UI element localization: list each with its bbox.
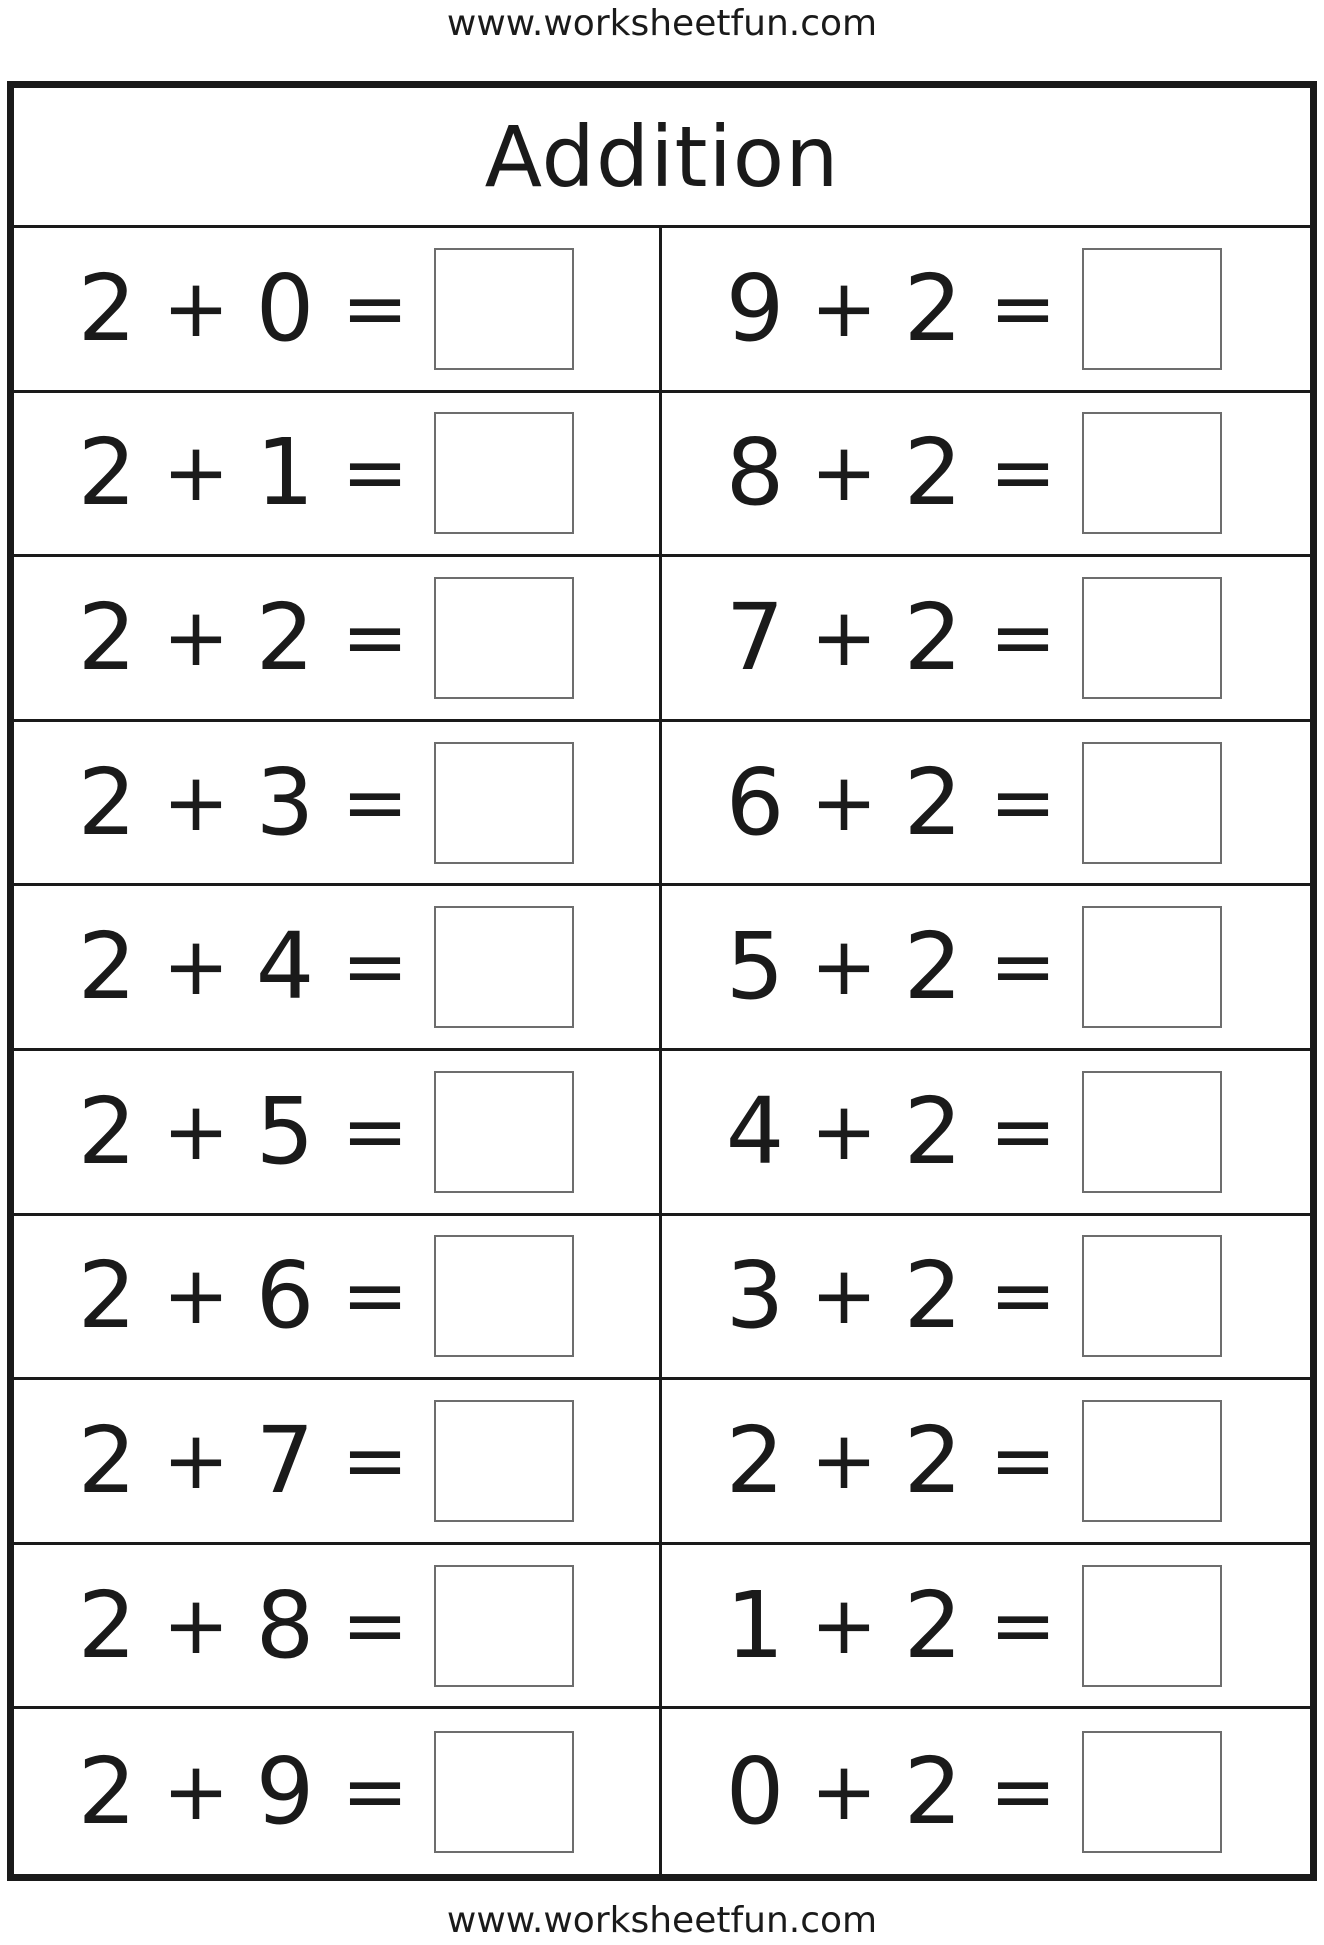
- answer-box[interactable]: [1082, 248, 1222, 370]
- addend-first: 2: [77, 1737, 137, 1845]
- problem-row: [14, 1545, 1310, 1710]
- addend-second: 2: [903, 913, 963, 1021]
- problem-cell-right: [662, 1051, 1310, 1213]
- equals-sign: =: [989, 1744, 1057, 1838]
- answer-box[interactable]: [434, 1565, 574, 1687]
- addend-second: 1: [255, 419, 315, 527]
- answer-box[interactable]: [434, 742, 574, 864]
- problem-cell-right: [662, 393, 1310, 555]
- worksheet-title: Addition: [484, 107, 840, 206]
- addend-first: 2: [77, 1406, 137, 1514]
- addend-first: 5: [725, 913, 785, 1021]
- problem-cell-right: [662, 1380, 1310, 1542]
- plus-sign: +: [162, 426, 230, 520]
- addend-first: 0: [725, 1737, 785, 1845]
- problem-row: [14, 1216, 1310, 1381]
- equals-sign: =: [989, 590, 1057, 684]
- problem-cell-right: [662, 722, 1310, 884]
- problem-cell-left: [14, 886, 662, 1048]
- problem-row: [14, 886, 1310, 1051]
- plus-sign: +: [162, 755, 230, 849]
- equals-sign: =: [989, 1413, 1057, 1507]
- problem-cell-left: [14, 393, 662, 555]
- answer-box[interactable]: [434, 248, 574, 370]
- problem-cell-right: [662, 228, 1310, 390]
- addend-second: 8: [255, 1571, 315, 1679]
- answer-box[interactable]: [434, 412, 574, 534]
- answer-box[interactable]: [1082, 1400, 1222, 1522]
- addend-first: 4: [725, 1077, 785, 1185]
- problem-cell-left: [14, 228, 662, 390]
- addend-first: 9: [725, 254, 785, 362]
- problem-grid: [14, 228, 1310, 1874]
- answer-box[interactable]: [1082, 1071, 1222, 1193]
- problem-cell-left: [14, 722, 662, 884]
- equals-sign: =: [341, 1249, 409, 1343]
- addend-first: 6: [725, 748, 785, 856]
- plus-sign: +: [162, 1413, 230, 1507]
- addend-first: 7: [725, 583, 785, 691]
- addend-second: 0: [255, 254, 315, 362]
- equals-sign: =: [341, 261, 409, 355]
- addend-first: 2: [725, 1406, 785, 1514]
- answer-box[interactable]: [1082, 412, 1222, 534]
- problem-cell-right: [662, 1216, 1310, 1378]
- answer-box[interactable]: [1082, 1565, 1222, 1687]
- plus-sign: +: [810, 261, 878, 355]
- answer-box[interactable]: [434, 1400, 574, 1522]
- problem-row: [14, 1380, 1310, 1545]
- answer-box[interactable]: [434, 577, 574, 699]
- plus-sign: +: [810, 1744, 878, 1838]
- addend-second: 3: [255, 748, 315, 856]
- answer-box[interactable]: [434, 1235, 574, 1357]
- addend-second: 2: [903, 748, 963, 856]
- answer-box[interactable]: [1082, 577, 1222, 699]
- equals-sign: =: [341, 1413, 409, 1507]
- problem-cell-left: [14, 1380, 662, 1542]
- problem-cell-left: [14, 1545, 662, 1707]
- answer-box[interactable]: [1082, 1731, 1222, 1853]
- plus-sign: +: [810, 920, 878, 1014]
- addend-first: 2: [77, 1571, 137, 1679]
- equals-sign: =: [989, 755, 1057, 849]
- plus-sign: +: [162, 1084, 230, 1178]
- problem-row: [14, 557, 1310, 722]
- plus-sign: +: [810, 1084, 878, 1178]
- plus-sign: +: [810, 590, 878, 684]
- answer-box[interactable]: [434, 1731, 574, 1853]
- equals-sign: =: [989, 920, 1057, 1014]
- addend-first: 2: [77, 419, 137, 527]
- addend-second: 5: [255, 1077, 315, 1185]
- addend-first: 2: [77, 913, 137, 1021]
- addend-second: 2: [903, 583, 963, 691]
- problem-row: [14, 393, 1310, 558]
- answer-box[interactable]: [434, 906, 574, 1028]
- equals-sign: =: [341, 1744, 409, 1838]
- equals-sign: =: [341, 920, 409, 1014]
- addend-first: 2: [77, 1077, 137, 1185]
- problem-cell-left: [14, 1216, 662, 1378]
- addend-first: 2: [77, 583, 137, 691]
- plus-sign: +: [810, 426, 878, 520]
- plus-sign: +: [162, 1744, 230, 1838]
- answer-box[interactable]: [1082, 1235, 1222, 1357]
- addend-second: 2: [903, 1077, 963, 1185]
- equals-sign: =: [989, 426, 1057, 520]
- equals-sign: =: [341, 426, 409, 520]
- worksheet: [7, 81, 1317, 1881]
- addend-second: 6: [255, 1242, 315, 1350]
- site-url-bottom: www.worksheetfun.com: [446, 1900, 878, 1941]
- problem-row: [14, 228, 1310, 393]
- answer-box[interactable]: [1082, 742, 1222, 864]
- equals-sign: =: [989, 1578, 1057, 1672]
- problem-row: [14, 1051, 1310, 1216]
- problem-cell-left: [14, 1051, 662, 1213]
- addend-first: 2: [77, 748, 137, 856]
- plus-sign: +: [810, 1413, 878, 1507]
- addend-second: 4: [255, 913, 315, 1021]
- answer-box[interactable]: [1082, 906, 1222, 1028]
- addend-first: 2: [77, 254, 137, 362]
- problem-cell-left: [14, 557, 662, 719]
- equals-sign: =: [989, 261, 1057, 355]
- addend-second: 2: [903, 1737, 963, 1845]
- addend-first: 3: [725, 1242, 785, 1350]
- problem-cell-left: [14, 1709, 662, 1874]
- addend-first: 8: [725, 419, 785, 527]
- addend-first: 2: [77, 1242, 137, 1350]
- addend-second: 7: [255, 1406, 315, 1514]
- plus-sign: +: [162, 1249, 230, 1343]
- problem-row: [14, 1709, 1310, 1874]
- equals-sign: =: [989, 1084, 1057, 1178]
- addend-second: 2: [903, 1571, 963, 1679]
- plus-sign: +: [162, 920, 230, 1014]
- equals-sign: =: [341, 755, 409, 849]
- addend-second: 9: [255, 1737, 315, 1845]
- addend-second: 2: [903, 1242, 963, 1350]
- addend-second: 2: [903, 1406, 963, 1514]
- plus-sign: +: [162, 261, 230, 355]
- title-row: [14, 88, 1310, 228]
- addend-second: 2: [903, 419, 963, 527]
- equals-sign: =: [341, 1578, 409, 1672]
- problem-cell-right: [662, 886, 1310, 1048]
- addend-first: 1: [725, 1571, 785, 1679]
- plus-sign: +: [810, 1249, 878, 1343]
- equals-sign: =: [989, 1249, 1057, 1343]
- problem-cell-right: [662, 1545, 1310, 1707]
- plus-sign: +: [162, 590, 230, 684]
- equals-sign: =: [341, 590, 409, 684]
- addend-second: 2: [255, 583, 315, 691]
- plus-sign: +: [162, 1578, 230, 1672]
- problem-row: [14, 722, 1310, 887]
- problem-cell-right: [662, 1709, 1310, 1874]
- plus-sign: +: [810, 1578, 878, 1672]
- equals-sign: =: [341, 1084, 409, 1178]
- addend-second: 2: [903, 254, 963, 362]
- problem-cell-right: [662, 557, 1310, 719]
- plus-sign: +: [810, 755, 878, 849]
- answer-box[interactable]: [434, 1071, 574, 1193]
- site-url-top: www.worksheetfun.com: [446, 3, 878, 44]
